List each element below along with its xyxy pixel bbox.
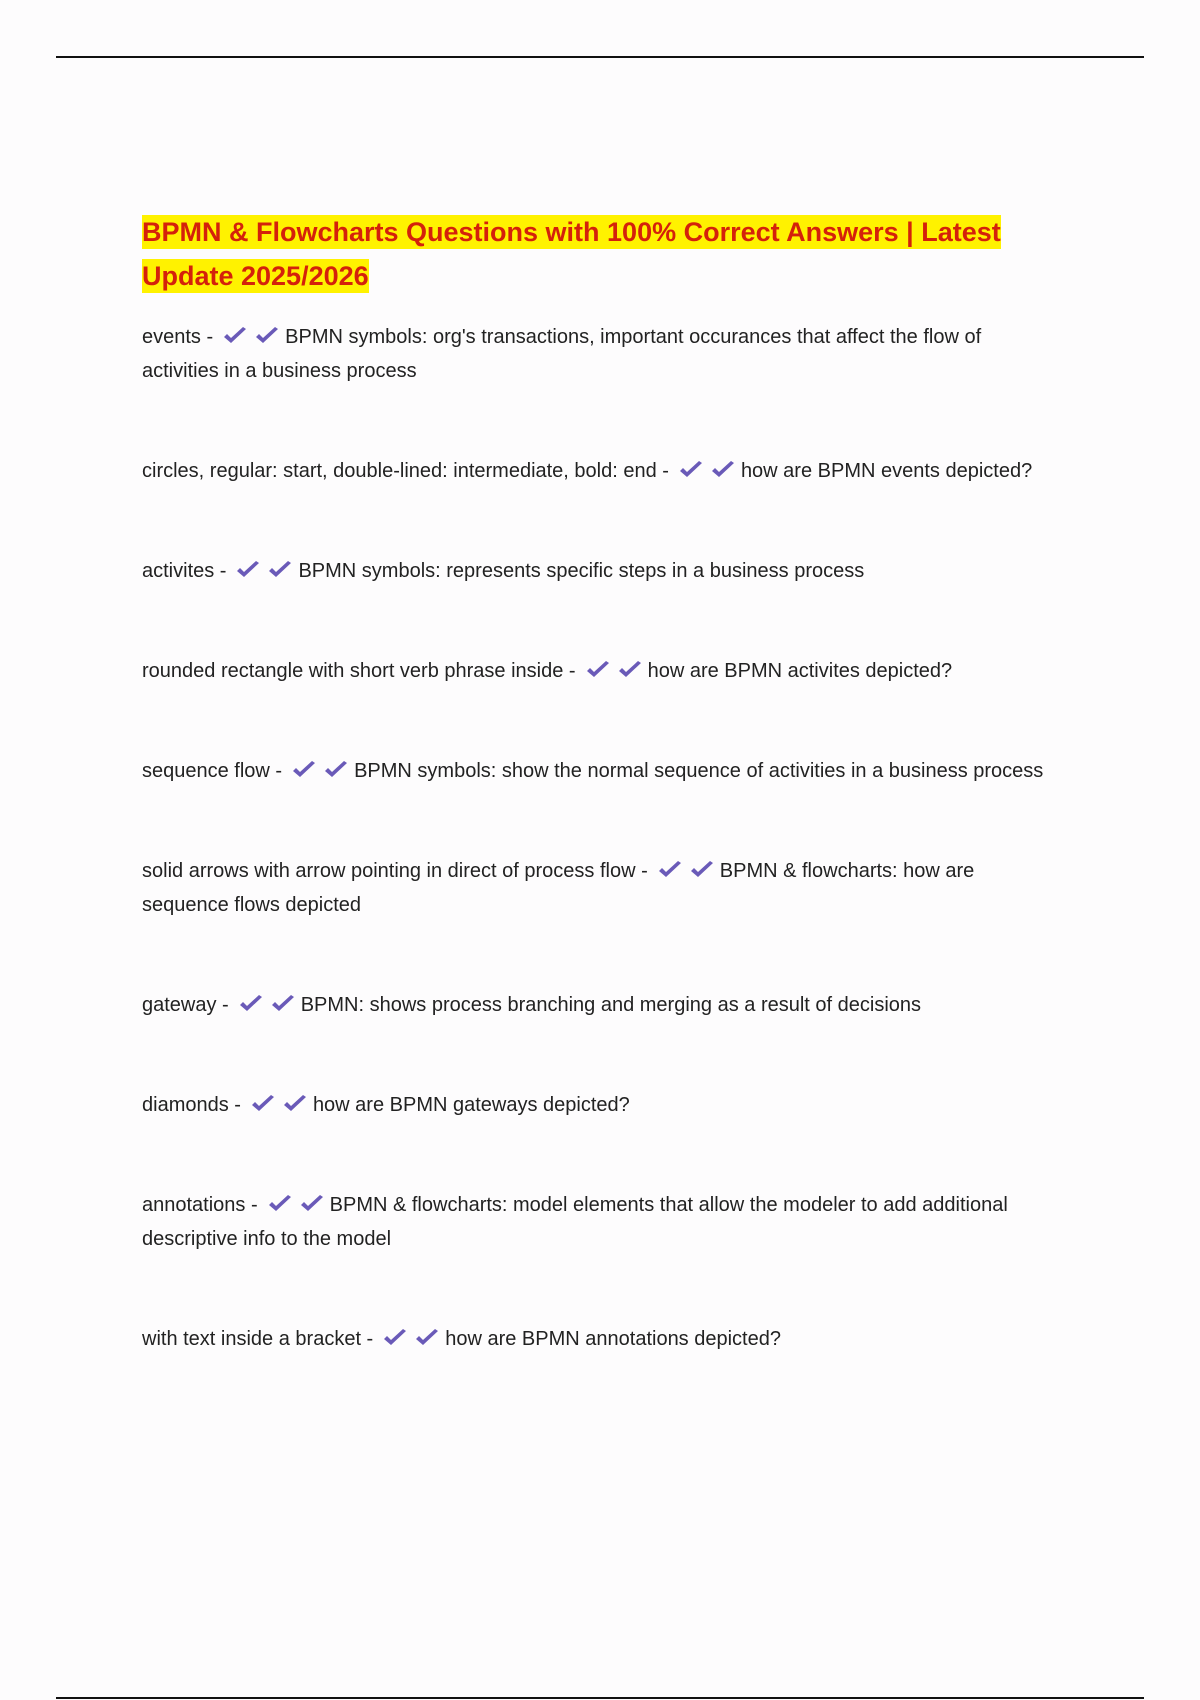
double-checkmark-icon [221,320,285,354]
double-checkmark-icon [290,754,354,788]
entry-definition: how are BPMN activites depicted? [647,660,953,682]
entry-term: diamonds - [142,1094,241,1116]
footer-rule [56,1697,1144,1699]
checkmark-icon [253,326,281,346]
qa-entry [142,1088,1062,1122]
title-line-1: BPMN & Flowcharts Questions with 100% Correct Answers | Latest [142,217,1001,247]
qa-entry [142,454,1062,488]
entry-term: events - [142,326,214,348]
entry-term: sequence flow - [142,760,283,782]
checkmark-icon [281,1094,309,1114]
checkmark-icon [584,660,612,680]
entry-definition: how are BPMN annotations depicted? [445,1328,781,1350]
qa-entry [142,988,1062,1022]
qa-entry [142,320,1062,388]
entry-term: circles, regular: start, double-lined: intermediate, bold: end - [142,460,669,482]
checkmark-icon [322,760,350,780]
title-line-2: Update 2025/2026 [142,261,369,291]
entry-term: gateway - [142,994,229,1016]
entry-term: solid arrows with arrow pointing in direct of process flow - [142,860,648,882]
qa-entry [142,654,1062,688]
double-checkmark-icon [584,654,648,688]
checkmark-icon [290,760,318,780]
double-checkmark-icon [266,1188,330,1222]
entry-definition: BPMN symbols: represents specific steps in a business process [298,560,865,582]
entry-term: with text inside a bracket - [142,1328,374,1350]
document-body [142,210,1062,1356]
checkmark-icon [221,326,249,346]
checkmark-icon [381,1328,409,1348]
entry-definition: BPMN symbols: show the normal sequence of activities in a business process [354,760,1044,782]
double-checkmark-icon [249,1088,313,1122]
checkmark-icon [709,460,737,480]
checkmark-icon [234,560,262,580]
qa-list [142,320,1062,1356]
entry-definition: BPMN: shows process branching and merging as a result of decisions [300,994,922,1016]
checkmark-icon [677,460,705,480]
qa-entry [142,554,1062,588]
qa-entry [142,854,1062,922]
document-title [142,210,1062,298]
checkmark-icon [237,994,265,1014]
double-checkmark-icon [234,554,298,588]
entry-term: annotations - [142,1194,258,1216]
checkmark-icon [266,1194,294,1214]
checkmark-icon [413,1328,441,1348]
entry-definition: BPMN & flowcharts: model elements that allow the modeler to add additional descriptive info to the model [142,1194,1008,1250]
checkmark-icon [656,860,684,880]
checkmark-icon [688,860,716,880]
double-checkmark-icon [677,454,741,488]
checkmark-icon [616,660,644,680]
header-rule [56,56,1144,58]
entry-definition: how are BPMN events depicted? [740,460,1033,482]
entry-definition: BPMN symbols: org's transactions, important occurances that affect the flow of activities in a business process [142,326,982,382]
qa-entry [142,1322,1062,1356]
double-checkmark-icon [656,854,720,888]
double-checkmark-icon [237,988,301,1022]
checkmark-icon [249,1094,277,1114]
checkmark-icon [266,560,294,580]
entry-term: rounded rectangle with short verb phrase inside - [142,660,576,682]
checkmark-icon [298,1194,326,1214]
entry-definition: BPMN & flowcharts: how are sequence flows depicted [142,860,975,916]
double-checkmark-icon [381,1322,445,1356]
entry-term: activites - [142,560,227,582]
qa-entry [142,754,1062,788]
checkmark-icon [269,994,297,1014]
qa-entry [142,1188,1062,1256]
entry-definition: how are BPMN gateways depicted? [312,1094,630,1116]
